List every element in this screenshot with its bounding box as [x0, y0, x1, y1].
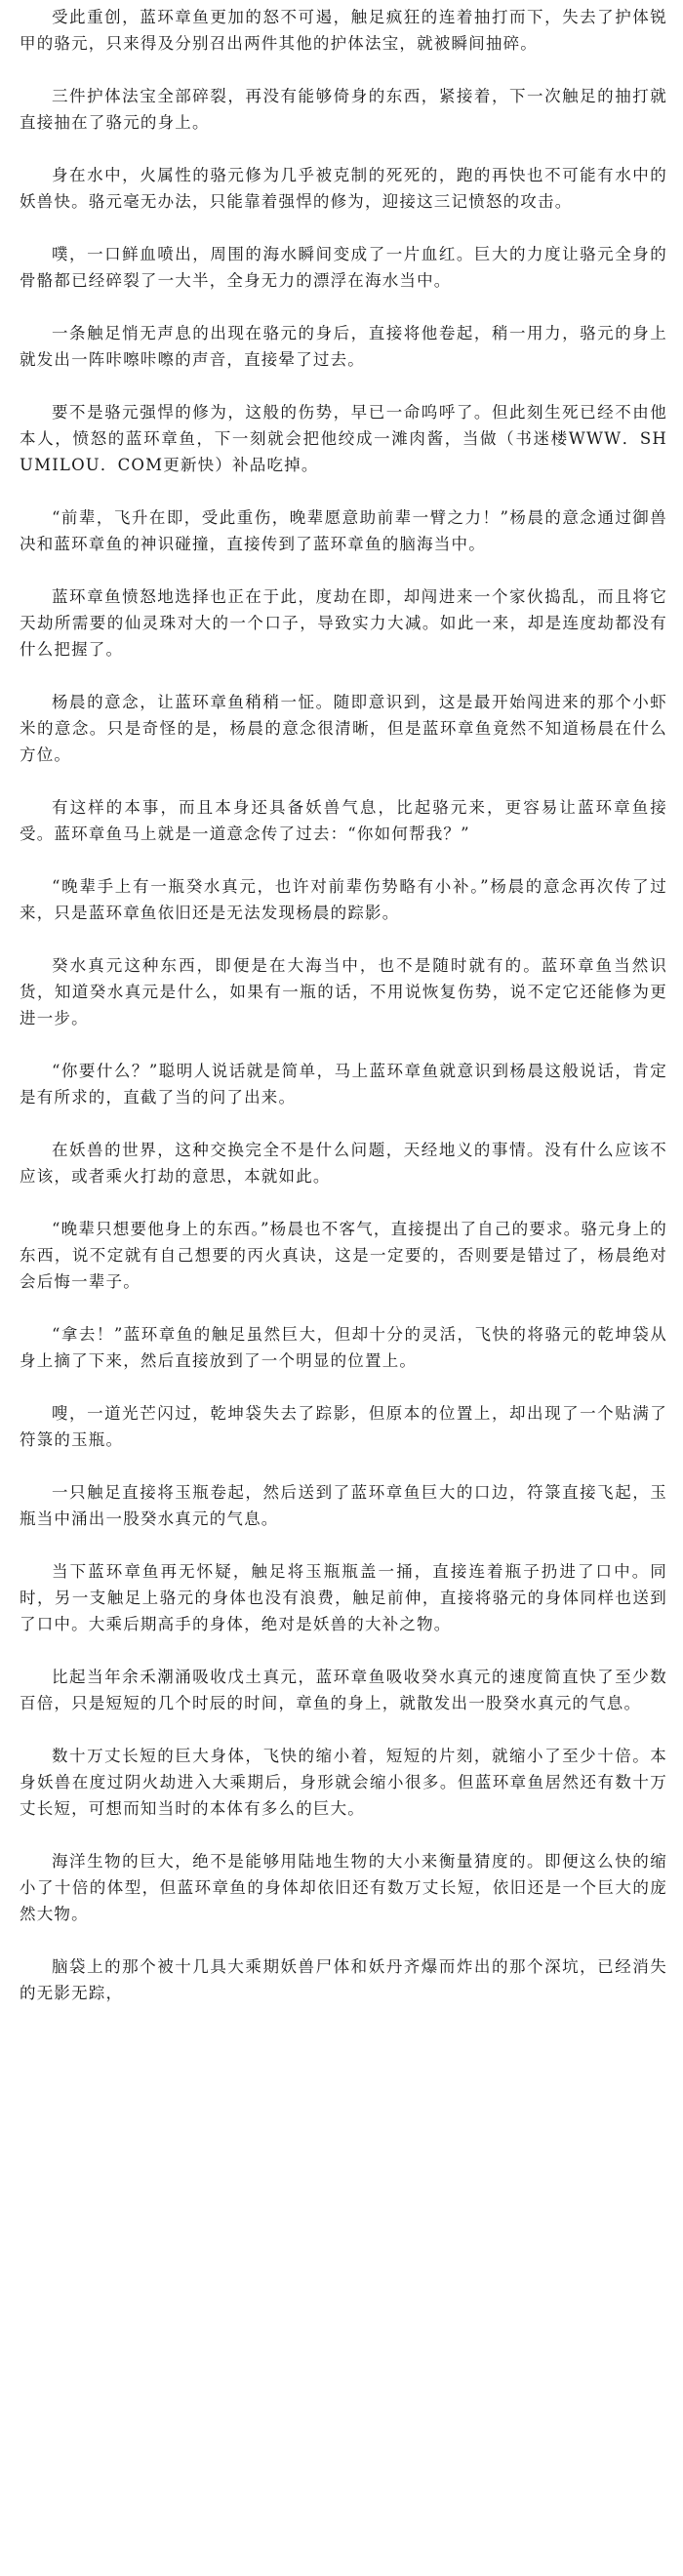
- paragraph: 脑袋上的那个被十几具大乘期妖兽尸体和妖丹齐爆而炸出的那个深坑，已经消失的无影无踪，: [20, 1957, 667, 2002]
- paragraph: 嗖，一道光芒闪过，乾坤袋失去了踪影，但原本的位置上，却出现了一个贴满了符箓的玉瓶。: [20, 1404, 667, 1449]
- paragraph: 在妖兽的世界，这种交换完全不是什么问题，天经地义的事情。没有什么应该不应该，或者乘火打劫的意思，本就如此。: [20, 1141, 667, 1186]
- paragraph: 身在水中，火属性的骆元修为几乎被克制的死死的，跑的再快也不可能有水中的妖兽快。骆元毫无办法，只能靠着强悍的修为，迎接这三记愤怒的攻击。: [20, 166, 667, 211]
- paragraph: 受此重创，蓝环章鱼更加的怒不可遏，触足疯狂的连着抽打而下，失去了护体锐甲的骆元，只来得及分别召出两件其他的护体法宝，就被瞬间抽碎。: [20, 8, 667, 53]
- paragraph: “你要什么？”聪明人说话就是简单，马上蓝环章鱼就意识到杨晨这般说话，肯定是有所求的，直截了当的问了出来。: [20, 1062, 667, 1107]
- paragraph: 一只触足直接将玉瓶卷起，然后送到了蓝环章鱼巨大的口边，符箓直接飞起，玉瓶当中涌出一股癸水真元的气息。: [20, 1483, 667, 1528]
- paragraph: 癸水真元这种东西，即便是在大海当中，也不是随时就有的。蓝环章鱼当然识货，知道癸水真元是什么，如果有一瓶的话，不用说恢复伤势，说不定它还能修为更进一步。: [20, 956, 667, 1027]
- paragraph: 要不是骆元强悍的修为，这般的伤势，早已一命呜呼了。但此刻生死已经不由他本人，愤怒的蓝环章鱼，下一刻就会把他绞成一滩肉酱，当做（书迷楼WWW．SHUMILOU．COM更新快）补品吃掉。: [20, 403, 667, 474]
- paragraph: 噗，一口鲜血喷出，周围的海水瞬间变成了一片血红。巨大的力度让骆元全身的骨骼都已经碎裂了一大半，全身无力的漂浮在海水当中。: [20, 245, 667, 290]
- paragraph: 当下蓝环章鱼再无怀疑，触足将玉瓶瓶盖一捅，直接连着瓶子扔进了口中。同时，另一支触足上骆元的身体也没有浪费，触足前伸，直接将骆元的身体同样也送到了口中。大乘后期高手的身体，绝对是妖兽的大补之物。: [20, 1562, 667, 1633]
- paragraph: “前辈，飞升在即，受此重伤，晚辈愿意助前辈一臂之力！”杨晨的意念通过御兽决和蓝环章鱼的神识碰撞，直接传到了蓝环章鱼的脑海当中。: [20, 508, 667, 553]
- paragraph: 有这样的本事，而且本身还具备妖兽气息，比起骆元来，更容易让蓝环章鱼接受。蓝环章鱼马上就是一道意念传了过去：“你如何帮我？”: [20, 798, 667, 843]
- paragraph: 杨晨的意念，让蓝环章鱼稍稍一怔。随即意识到，这是最开始闯进来的那个小虾米的意念。只是奇怪的是，杨晨的意念很清晰，但是蓝环章鱼竟然不知道杨晨在什么方位。: [20, 693, 667, 764]
- paragraph: 比起当年余禾潮涌吸收戊土真元，蓝环章鱼吸收癸水真元的速度简直快了至少数百倍，只是短短的几个时辰的时间，章鱼的身上，就散发出一股癸水真元的气息。: [20, 1668, 667, 1712]
- paragraph: 三件护体法宝全部碎裂，再没有能够倚身的东西，紧接着，下一次触足的抽打就直接抽在了骆元的身上。: [20, 87, 667, 132]
- paragraph: 数十万丈长短的巨大身体，飞快的缩小着，短短的片刻，就缩小了至少十倍。本身妖兽在度过阴火劫进入大乘期后，身形就会缩小很多。但蓝环章鱼居然还有数十万丈长短，可想而知当时的本体有多么的巨大。: [20, 1747, 667, 1818]
- paragraph: “拿去！”蓝环章鱼的触足虽然巨大，但却十分的灵活，飞快的将骆元的乾坤袋从身上摘了下来，然后直接放到了一个明显的位置上。: [20, 1325, 667, 1370]
- paragraph: 蓝环章鱼愤怒地选择也正在于此，度劫在即，却闯进来一个家伙捣乱，而且将它天劫所需要的仙灵珠对大的一个口子，导致实力大减。如此一来，却是连度劫都没有什么把握了。: [20, 587, 667, 659]
- paragraph: 海洋生物的巨大，绝不是能够用陆地生物的大小来衡量猜度的。即便这么快的缩小了十倍的体型，但蓝环章鱼的身体却依旧还有数万丈长短，依旧还是一个巨大的庞然大物。: [20, 1852, 667, 1923]
- paragraph: “晚辈只想要他身上的东西。”杨晨也不客气，直接提出了自己的要求。骆元身上的东西，说不定就有自己想要的丙火真诀，这是一定要的，否则要是错过了，杨晨绝对会后悔一辈子。: [20, 1220, 667, 1291]
- paragraph: 一条触足悄无声息的出现在骆元的身后，直接将他卷起，稍一用力，骆元的身上就发出一阵咔嚓咔嚓的声音，直接晕了过去。: [20, 324, 667, 369]
- paragraph: “晚辈手上有一瓶癸水真元，也许对前辈伤势略有小补。”杨晨的意念再次传了过来，只是蓝环章鱼依旧还是无法发现杨晨的踪影。: [20, 877, 667, 922]
